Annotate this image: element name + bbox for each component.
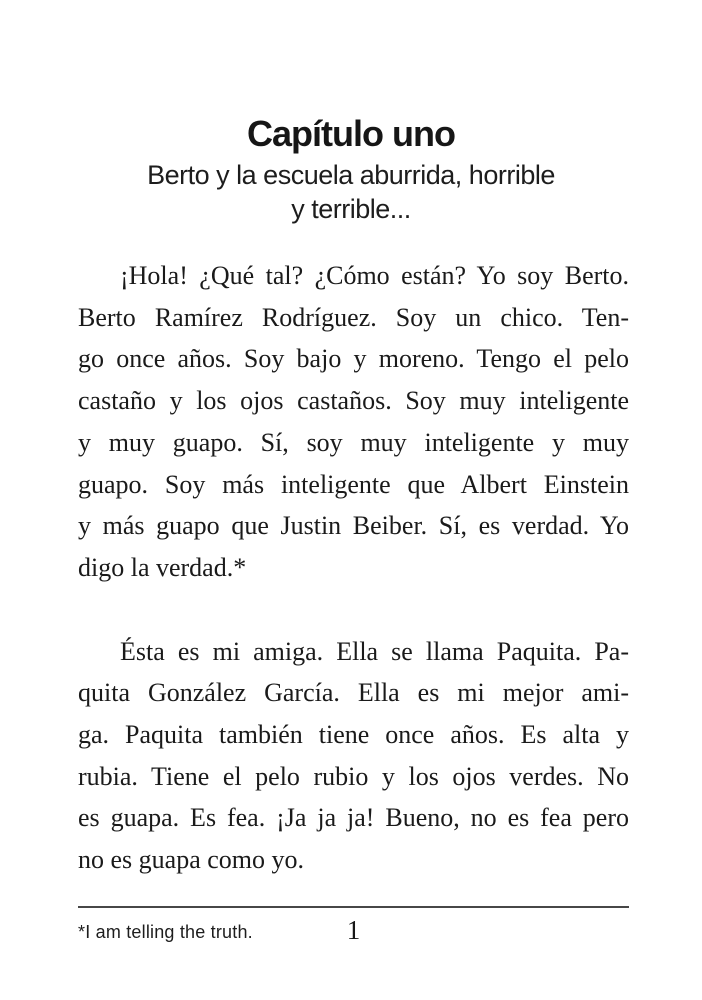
footnote-text: *I am telling the truth. <box>78 922 253 942</box>
text-line: quita González García. Ella es mi mejor ami- <box>78 678 629 708</box>
text-line: ga. Paquita también tiene once años. Es alta y <box>78 720 629 750</box>
text-line: es guapa. Es fea. ¡Ja ja ja! Bueno, no es fea pero <box>78 803 629 833</box>
chapter-title: Capítulo uno <box>247 113 455 154</box>
body-text <box>78 255 629 881</box>
chapter-header <box>0 114 702 226</box>
text-line: y más guapo que Justin Beiber. Sí, es verdad. Yo <box>78 511 629 541</box>
text-line: rubia. Tiene el pelo rubio y los ojos verdes. No <box>78 761 629 791</box>
text-line: ¡Hola! ¿Qué tal? ¿Cómo están? Yo soy Berto. <box>120 261 629 290</box>
text-line: Berto Ramírez Rodríguez. Soy un chico. Ten- <box>78 302 629 332</box>
text-line: castaño y los ojos castaños. Soy muy inteligente <box>78 386 629 416</box>
paragraph <box>78 255 629 589</box>
text-line: digo la verdad.* <box>78 552 247 582</box>
text-line: guapo. Soy más inteligente que Albert Einstein <box>78 469 629 499</box>
text-line: no es guapa como yo. <box>78 845 305 875</box>
text-line: go once años. Soy bajo y moreno. Tengo el pelo <box>78 344 629 374</box>
text-line: Ésta es mi amiga. Ella se llama Paquita. Pa- <box>120 636 629 666</box>
chapter-subtitle-line-2: y terrible... <box>291 194 411 224</box>
page-number: 1 <box>346 915 361 945</box>
chapter-subtitle-line-1: Berto y la escuela aburrida, horrible <box>147 160 555 190</box>
text-line: y muy guapo. Sí, soy muy inteligente y muy <box>78 427 629 457</box>
paragraph <box>78 631 629 881</box>
chapter-subtitle <box>0 158 702 226</box>
footnote-rule <box>78 906 629 908</box>
